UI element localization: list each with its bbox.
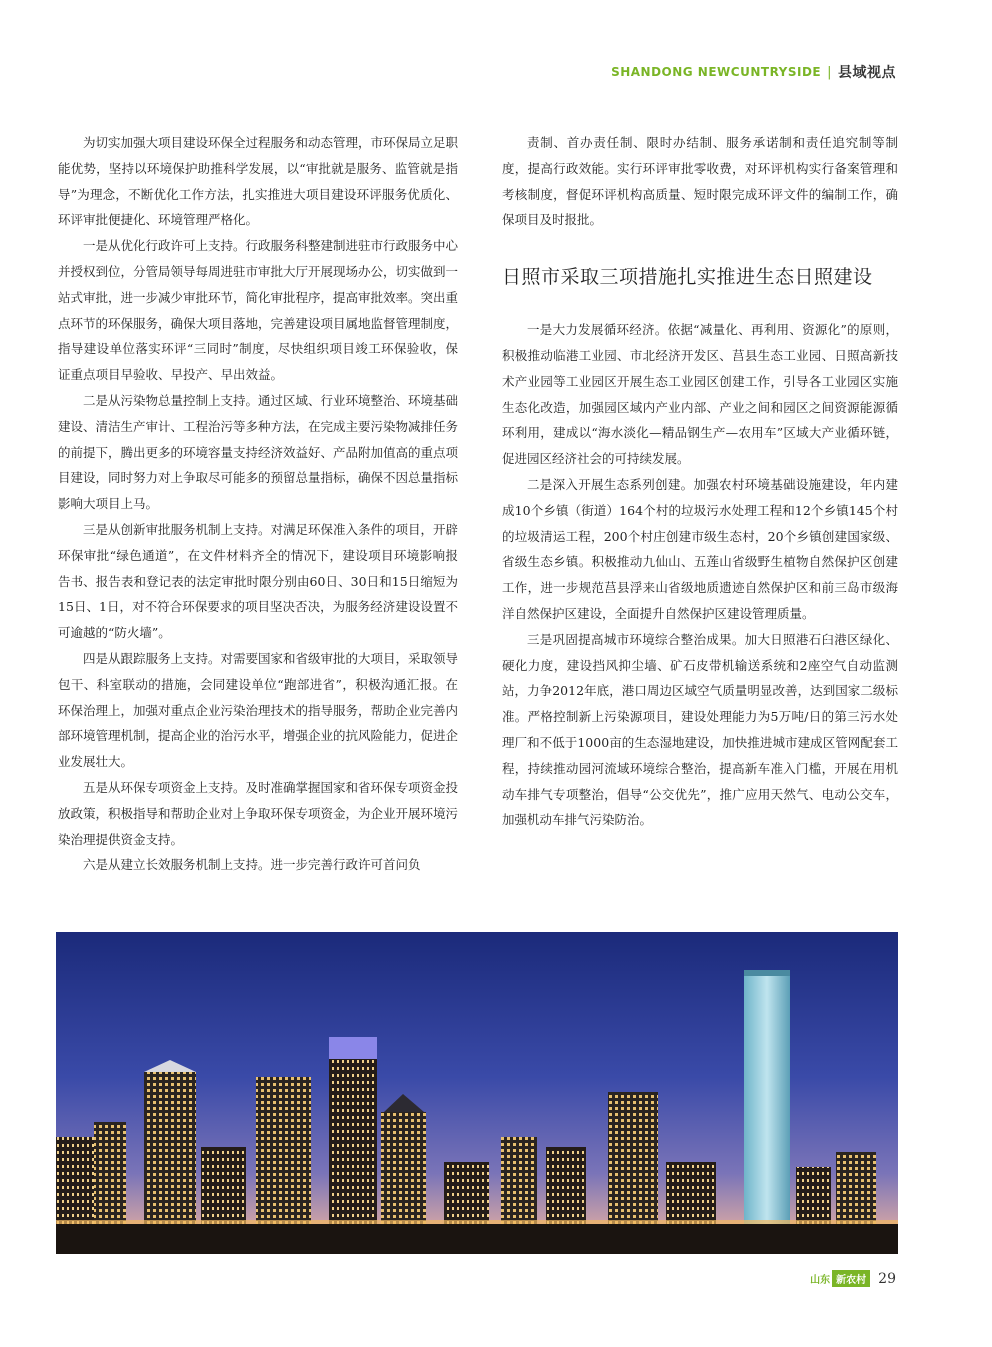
skyline-illustration bbox=[56, 932, 898, 1254]
page-footer bbox=[810, 1270, 896, 1287]
right-column bbox=[502, 130, 898, 833]
paragraph: 二是深入开展生态系列创建。加强农村环境基础设施建设，年内建成10个乡镇（街道）164个村的垃圾污水处理工程和12个乡镇145个村的垃圾清运工程，200个村庄创建市级生态村，20个乡镇创建国家级、省级生态乡镇。积极推动九仙山、五莲山省级野生植物自然保护区创建工作，进一步规范莒县浮来山省级地质遗迹自然保护区和前三岛市级海洋自然保护区建设，全面提升自然保护区建设管理质量。 bbox=[502, 476, 898, 621]
logo-text-part2: 新农村 bbox=[832, 1270, 870, 1287]
left-column bbox=[58, 130, 458, 878]
paragraph: 为切实加强大项目建设环保全过程服务和动态管理，市环保局立足职能优势，坚持以环境保护助推科学发展，以“审批就是服务、监管就是指导”为理念，不断优化工作方法，扎实推进大项目建设环评服务优质化、环评审批便捷化、环境管理严格化。 bbox=[58, 135, 459, 228]
section-title-english: SHANDONG NEWCUNTRYSIDE bbox=[611, 65, 822, 79]
page-number: 29 bbox=[878, 1270, 896, 1287]
paragraph: 四是从跟踪服务上支持。对需要国家和省级审批的大项目，采取领导包干、科室联动的措施，会同建设单位“跑部进省”，积极沟通汇报。在环保治理上，加强对重点企业污染治理技术的指导服务，帮助企业完善内部环境管理机制，提高企业的治污水平，增强企业的抗风险能力，促进企业发展壮大。 bbox=[58, 650, 459, 770]
logo-text-part1: 山东 bbox=[810, 1275, 831, 1286]
city-skyline-photo bbox=[56, 932, 898, 1254]
header-separator: | bbox=[827, 64, 832, 80]
paragraph: 五是从环保专项资金上支持。及时准确掌握国家和省环保专项资金投放政策，积极指导和帮助企业对上争取环保专项资金，为企业开展环境污染治理提供资金支持。 bbox=[58, 779, 459, 847]
paragraph: 一是大力发展循环经济。依据“减量化、再利用、资源化”的原则，积极推动临港工业园、市北经济开发区、莒县生态工业园、日照高新技术产业园等工业园区开展生态工业园区创建工作，引导各工业园区实施生态化改造，加强园区域内产业内部、产业之间和园区之间资源能源循环利用，建成以“海水淡化—精品钢生产—农用车”区域大产业循环链，促进园区经济社会的可持续发展。 bbox=[502, 322, 898, 467]
paragraph: 三是巩固提高城市环境综合整治成果。加大日照港石臼港区绿化、硬化力度，建设挡风抑尘墙、矿石皮带机输送系统和2座空气自动监测站，力争2012年底，港口周边区域空气质量明显改善，达到国家二级标准。严格控制新上污染源项目，建设处理能力为5万吨/日的第三污水处理厂和不低于1000亩的生态湿地建设，加快推进城市建成区管网配套工程，持续推动园河流域环境综合整治，提高新车准入门槛，开展在用机动车排气专项整治，倡导“公交优先”，推广应用天然气、电动公交车，加强机动车排气污染防治。 bbox=[502, 631, 898, 828]
paragraph-continued: 责制、首办责任制、限时办结制、服务承诺制和责任追究制等制度，提高行政效能。实行环评审批零收费，对环评机构实行备案管理和考核制度，督促环评机构高质量、短时限完成环评文件的编制工作，确保项目及时报批。 bbox=[502, 135, 898, 228]
running-header bbox=[611, 62, 896, 82]
section-title-chinese: 县域视点 bbox=[838, 65, 896, 81]
article-subheading: 日照市采取三项措施扎实推进生态日照建设 bbox=[502, 266, 873, 289]
paragraph: 二是从污染物总量控制上支持。通过区域、行业环境整治、环境基础建设、清洁生产审计、工程治污等多种方法，在完成主要污染物减排任务的前提下，腾出更多的环境容量支持经济效益好、产品附加值高的重点项目建设，同时努力对上争取尽可能多的预留总量指标，确保不因总量指标影响大项目上马。 bbox=[58, 392, 459, 512]
paragraph: 一是从优化行政许可上支持。行政服务科整建制进驻市行政服务中心并授权到位，分管局领导每周进驻市审批大厅开展现场办公，切实做到一站式审批，进一步减少审批环节，简化审批程序，提高审批效率。突出重点环节的环保服务，确保大项目落地，完善建设项目属地监督管理制度，指导建设单位落实环评“三同时”制度，尽快组织项目竣工环保验收，保证重点项目早验收、早投产、早出效益。 bbox=[58, 238, 459, 383]
paragraph: 三是从创新审批服务机制上支持。对满足环保准入条件的项目，开辟环保审批“绿色通道”，在文件材料齐全的情况下，建设项目环境影响报告书、报告表和登记表的法定审批时限分别由60日、30日和15日缩短为15日、1日，对不符合环保要求的项目坚决否决，为服务经济建设设置不可逾越的“防火墙”。 bbox=[58, 521, 459, 641]
paragraph: 六是从建立长效服务机制上支持。进一步完善行政许可首问负 bbox=[83, 857, 421, 873]
magazine-logo bbox=[810, 1270, 870, 1287]
